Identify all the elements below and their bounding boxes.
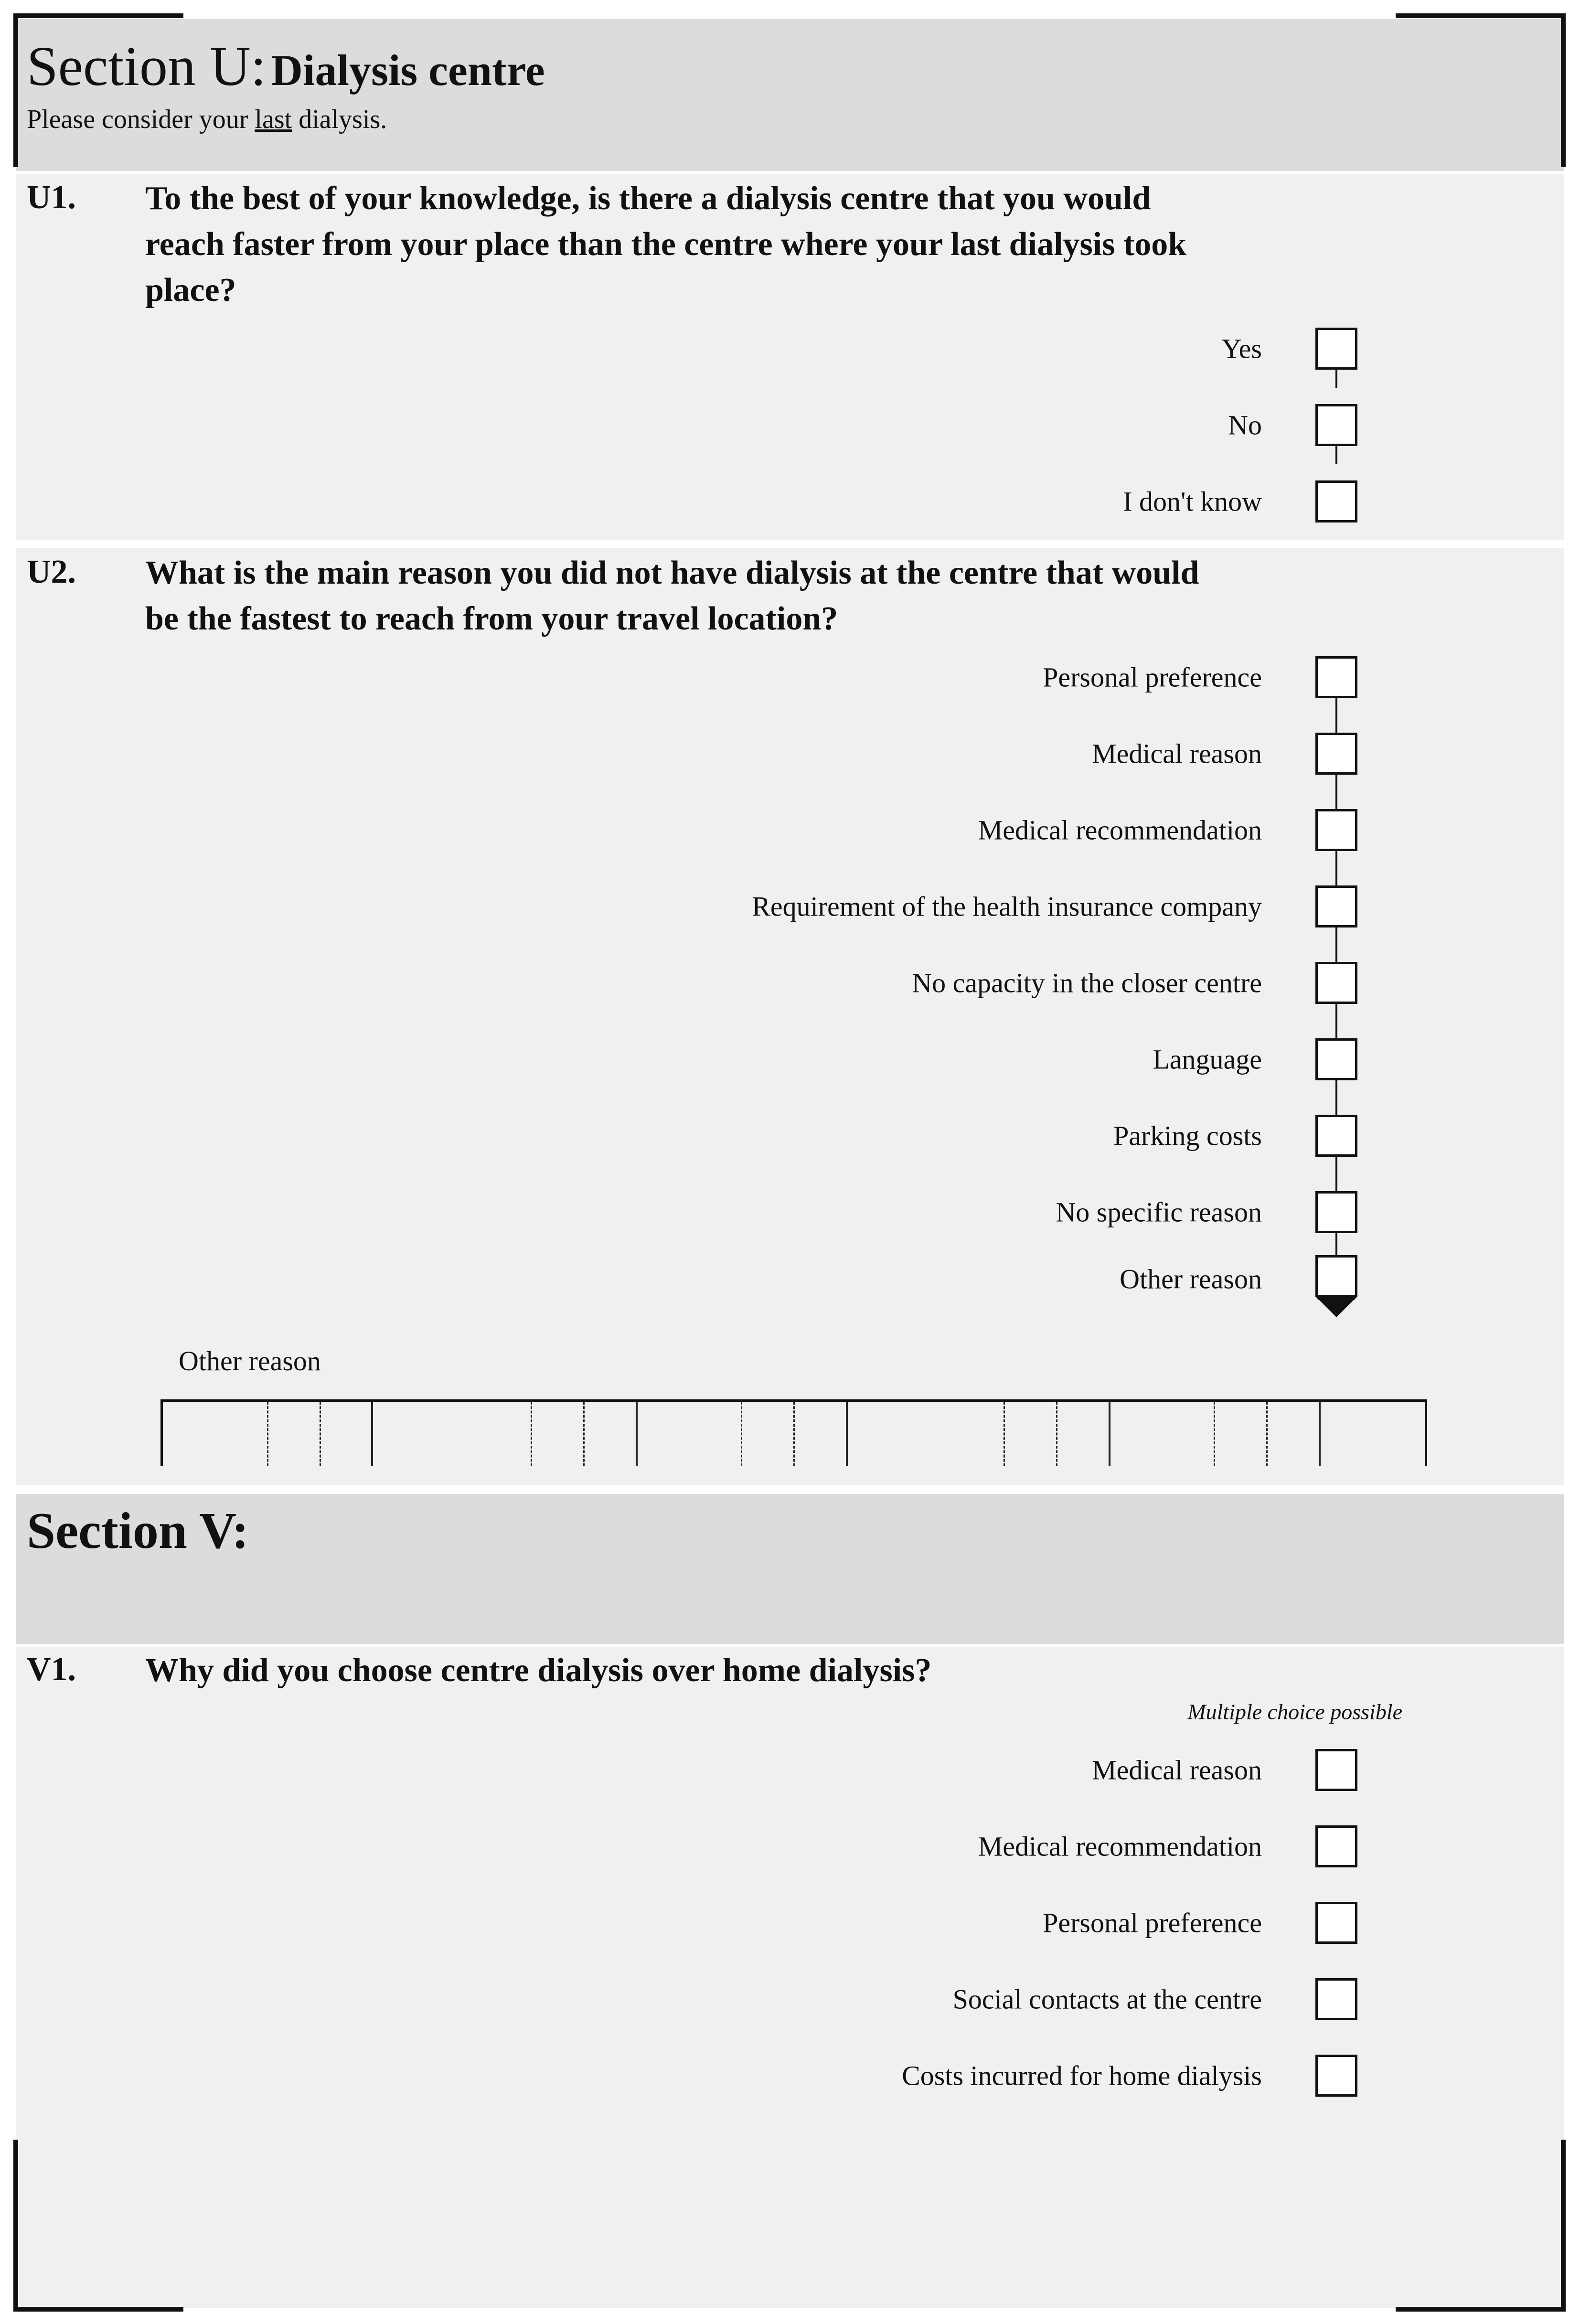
option-label: Personal preference xyxy=(1043,661,1262,693)
character-divider xyxy=(741,1402,742,1466)
section-v-header xyxy=(16,1494,1564,1644)
question-text: What is the main reason you did not have dialysis at the centre that would be the fastest to reach from your travel location? xyxy=(145,554,1199,637)
option-label: Language xyxy=(1153,1044,1262,1075)
option-label: Other reason xyxy=(1120,1263,1262,1295)
question-text: To the best of your knowledge, is there a dialysis centre that you would reach faster from your place than the centre where your last dialysis took place? xyxy=(145,180,1187,309)
checkbox-no[interactable] xyxy=(1315,404,1357,446)
section-u-subtitle: Dialysis centre xyxy=(271,46,545,95)
character-divider xyxy=(531,1402,532,1466)
character-divider xyxy=(267,1402,268,1466)
checkbox-language[interactable] xyxy=(1315,1038,1357,1080)
connector-line xyxy=(1335,1004,1337,1038)
question-v1 xyxy=(16,1647,1564,2308)
character-divider xyxy=(1266,1402,1268,1466)
checkbox-yes[interactable] xyxy=(1315,328,1357,370)
option-label: No capacity in the closer centre xyxy=(912,967,1262,999)
checkbox-insurance-requirement[interactable] xyxy=(1315,885,1357,927)
checkbox-no-specific-reason[interactable] xyxy=(1315,1191,1357,1233)
option-label: Requirement of the health insurance company xyxy=(752,891,1262,922)
checkbox-dont-know[interactable] xyxy=(1315,480,1357,522)
corner-mark-bottom-right xyxy=(1561,2140,1566,2312)
character-divider xyxy=(1214,1402,1215,1466)
checkbox-no-capacity[interactable] xyxy=(1315,962,1357,1004)
question-u2 xyxy=(16,548,1564,1485)
word-divider xyxy=(636,1402,638,1466)
corner-mark-bottom-right xyxy=(1396,2307,1566,2312)
connector-line xyxy=(1335,1157,1337,1191)
checkbox-medical-reason[interactable] xyxy=(1315,733,1357,775)
option-label: Parking costs xyxy=(1113,1120,1262,1151)
arrow-down-icon xyxy=(1315,1296,1357,1317)
checkbox-other-reason[interactable] xyxy=(1315,1255,1357,1300)
other-reason-field-label: Other reason xyxy=(179,1345,321,1376)
option-label: Medical reason xyxy=(1092,1754,1262,1786)
checkbox-medical-recommendation[interactable] xyxy=(1315,809,1357,851)
section-u-header xyxy=(16,19,1564,171)
question-number: U1. xyxy=(27,179,76,216)
section-u-note: Please consider your last dialysis. xyxy=(27,105,387,134)
corner-mark-bottom-left xyxy=(13,2307,183,2312)
checkbox-v1-social-contacts[interactable] xyxy=(1315,1978,1357,2020)
multiple-choice-note: Multiple choice possible xyxy=(1187,1699,1402,1724)
checkbox-v1-personal-preference[interactable] xyxy=(1315,1902,1357,1944)
checkbox-parking-costs[interactable] xyxy=(1315,1115,1357,1157)
other-reason-input[interactable] xyxy=(160,1399,1427,1466)
connector-line xyxy=(1335,370,1337,388)
option-label: No specific reason xyxy=(1056,1196,1262,1228)
question-u1 xyxy=(16,174,1564,540)
word-divider xyxy=(1109,1402,1110,1466)
option-label: Medical reason xyxy=(1092,738,1262,769)
checkbox-v1-medical-reason[interactable] xyxy=(1315,1749,1357,1791)
section-v-title: Section V: xyxy=(27,1503,249,1559)
connector-line xyxy=(1335,698,1337,733)
checkbox-personal-preference[interactable] xyxy=(1315,656,1357,698)
option-label: Medical recommendation xyxy=(978,1831,1262,1862)
corner-mark-bottom-left xyxy=(13,2140,18,2312)
option-label: Social contacts at the centre xyxy=(952,1983,1262,2015)
character-divider xyxy=(320,1402,321,1466)
connector-line xyxy=(1335,1080,1337,1115)
corner-mark-top-right xyxy=(1561,13,1566,167)
underlined-word: last xyxy=(255,105,292,134)
option-label: No xyxy=(1228,409,1262,441)
word-divider xyxy=(1319,1402,1321,1466)
question-text: Why did you choose centre dialysis over home dialysis? xyxy=(145,1652,932,1689)
word-divider xyxy=(846,1402,848,1466)
question-number: U2. xyxy=(27,554,76,590)
connector-line xyxy=(1335,927,1337,962)
character-divider xyxy=(583,1402,585,1466)
option-label: Personal preference xyxy=(1043,1907,1262,1939)
corner-mark-top-left xyxy=(13,13,18,167)
checkbox-v1-home-dialysis-costs[interactable] xyxy=(1315,2055,1357,2097)
character-divider xyxy=(1004,1402,1005,1466)
option-label: Medical recommendation xyxy=(978,814,1262,846)
section-u-title xyxy=(27,35,545,97)
checkbox-v1-medical-recommendation[interactable] xyxy=(1315,1825,1357,1867)
section-u-label: Section U: xyxy=(27,35,267,97)
option-label: Yes xyxy=(1221,333,1262,364)
option-label: I don't know xyxy=(1123,486,1262,517)
character-divider xyxy=(1056,1402,1057,1466)
corner-mark-top-right xyxy=(1396,13,1566,18)
connector-line xyxy=(1335,775,1337,809)
character-divider xyxy=(793,1402,795,1466)
connector-line xyxy=(1335,446,1337,464)
question-number: V1. xyxy=(27,1651,76,1688)
option-label: Costs incurred for home dialysis xyxy=(902,2060,1262,2091)
connector-line xyxy=(1335,851,1337,885)
corner-mark-top-left xyxy=(13,13,183,18)
word-divider xyxy=(371,1402,373,1466)
